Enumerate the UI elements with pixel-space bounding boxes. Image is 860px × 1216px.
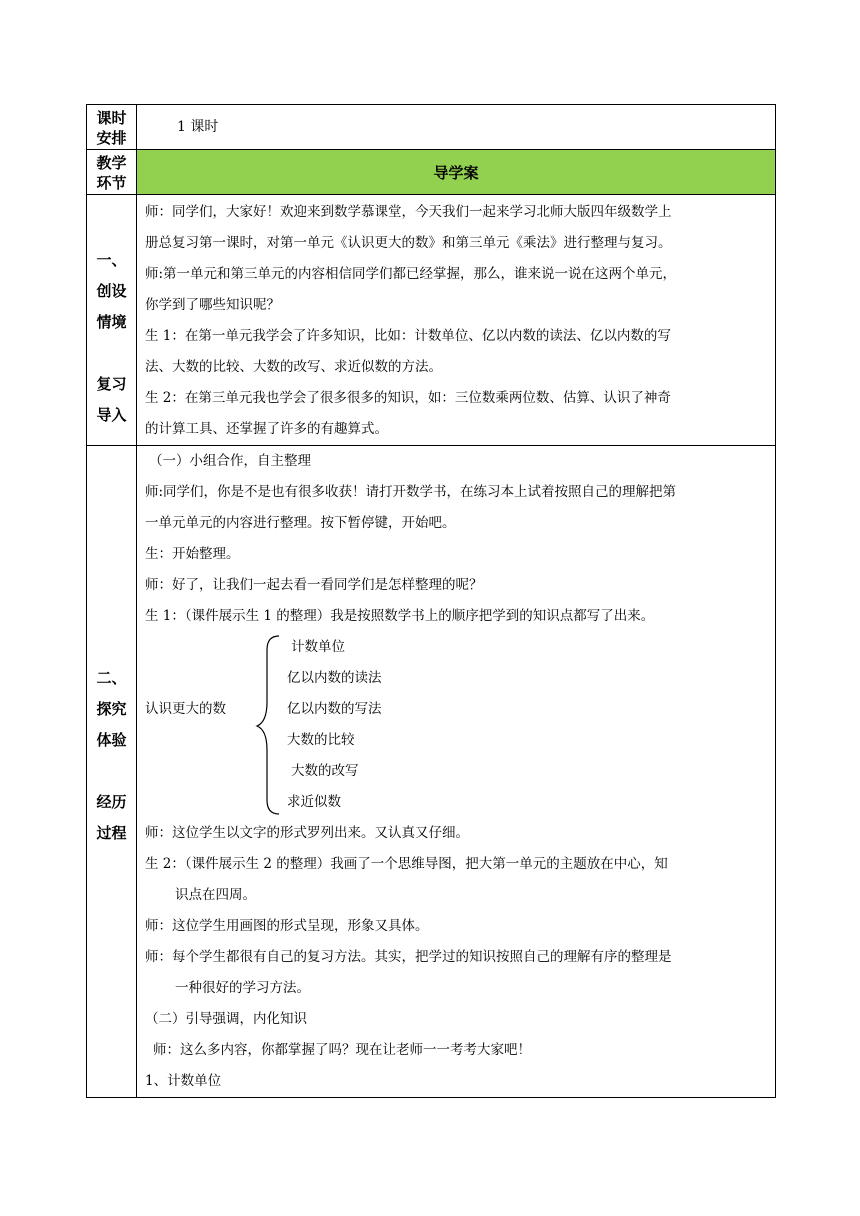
- brace-item: 求近似数: [287, 794, 341, 810]
- subheading: （二）引导强调，内化知识: [145, 1011, 307, 1027]
- text-line: 一种很好的学习方法。: [175, 980, 310, 996]
- text-line: 的计算工具、还掌握了许多的有趣算式。: [145, 421, 388, 437]
- text-line: 你学到了哪些知识呢？: [145, 297, 280, 313]
- stage-label-line-2: 环节: [96, 174, 127, 192]
- header-row: [87, 150, 776, 195]
- section2-label-line: 二、: [96, 669, 127, 687]
- brace-item: 计数单位: [291, 639, 345, 655]
- knowledge-brace-diagram: [145, 632, 769, 818]
- text-line: 师：这位学生以文字的形式罗列出来。又认真又仔细。: [145, 825, 469, 841]
- brace-item: 亿以内数的读法: [287, 670, 382, 686]
- section1-label-line: 创设: [96, 282, 127, 300]
- section1-label-line: 情境: [96, 313, 127, 331]
- lesson-plan-table: [86, 104, 776, 1098]
- schedule-row: [87, 105, 776, 150]
- text-line: 师:第一单元和第三单元的内容相信同学们都已经掌握，那么，谁来说一说在这两个单元，: [145, 266, 677, 282]
- text-line: 1、计数单位: [145, 1073, 222, 1089]
- text-line: 师:同学们，你是不是也有很多收获！请打开数学书，在练习本上试着按照自己的理解把第: [145, 484, 677, 500]
- section2-content-cell: [137, 446, 776, 1098]
- text-line: 师：这位学生用画图的形式呈现，形象又具体。: [145, 918, 429, 934]
- text-line: 法、大数的比较、大数的改写、求近似数的方法。: [145, 359, 442, 375]
- text-line: 师：好了，让我们一起去看一看同学们是怎样整理的呢？: [145, 577, 483, 593]
- brace-item: 大数的改写: [291, 763, 359, 779]
- section2-row: [87, 446, 776, 1098]
- brace-root-label: 认识更大的数: [145, 701, 226, 717]
- section2-label-line: 经历: [96, 793, 127, 811]
- section1-label-gap: [87, 338, 136, 369]
- section1-label-line: 复习: [96, 375, 127, 393]
- schedule-label-cell: [87, 105, 137, 150]
- curly-brace-icon: [253, 632, 283, 818]
- section1-label-cell: [87, 195, 137, 446]
- text-line: 生 2：（课件展示生 2 的整理）我画了一个思维导图，把大第一单元的主题放在中心，知: [145, 856, 668, 872]
- stage-label-cell: [87, 150, 137, 195]
- section1-label-line: 导入: [96, 406, 127, 424]
- text-line: 生 1：在第一单元我学会了许多知识，比如：计数单位、亿以内数的读法、亿以内数的写: [145, 328, 671, 344]
- text-line: 生：开始整理。: [145, 546, 240, 562]
- schedule-label-line-1: 课时: [96, 109, 127, 127]
- text-line: 师：每个学生都很有自己的复习方法。其实，把学过的知识按照自己的理解有序的整理是: [145, 949, 672, 965]
- schedule-label-line-2: 安排: [96, 129, 127, 147]
- brace-item: 大数的比较: [287, 732, 355, 748]
- stage-label-line-1: 教学: [96, 154, 127, 172]
- section2-label-cell: [87, 446, 137, 1098]
- text-line: 师：同学们，大家好！欢迎来到数学慕课堂，今天我们一起来学习北师大版四年级数学上: [145, 204, 672, 220]
- section2-label-line: 探究: [96, 700, 127, 718]
- section1-row: [87, 195, 776, 446]
- guide-title: 导学案: [137, 150, 776, 195]
- text-line: 生 2：在第三单元我也学会了很多很多的知识，如：三位数乘两位数、估算、认识了神奇: [145, 390, 671, 406]
- text-line: 师：这么多内容，你都掌握了吗？现在让老师一一考考大家吧！: [153, 1042, 531, 1058]
- schedule-value: 1 课时: [177, 119, 219, 135]
- schedule-value-cell: [137, 105, 776, 150]
- text-line: 册总复习第一课时，对第一单元《认识更大的数》和第三单元《乘法》进行整理与复习。: [145, 235, 672, 251]
- section1-label-line: 一、: [96, 251, 127, 269]
- text-line: 一单元单元的内容进行整理。按下暂停键，开始吧。: [145, 515, 456, 531]
- section1-content-cell: [137, 195, 776, 446]
- section2-label-gap: [87, 756, 136, 787]
- text-line: 生 1：（课件展示生 1 的整理）我是按照数学书上的顺序把学到的知识点都写了出来。: [145, 608, 655, 624]
- brace-item: 亿以内数的写法: [287, 701, 382, 717]
- section2-label-line: 体验: [96, 731, 127, 749]
- text-line: 识点在四周。: [175, 887, 256, 903]
- section2-label-line: 过程: [96, 824, 127, 842]
- subheading: （一）小组合作，自主整理: [149, 453, 311, 469]
